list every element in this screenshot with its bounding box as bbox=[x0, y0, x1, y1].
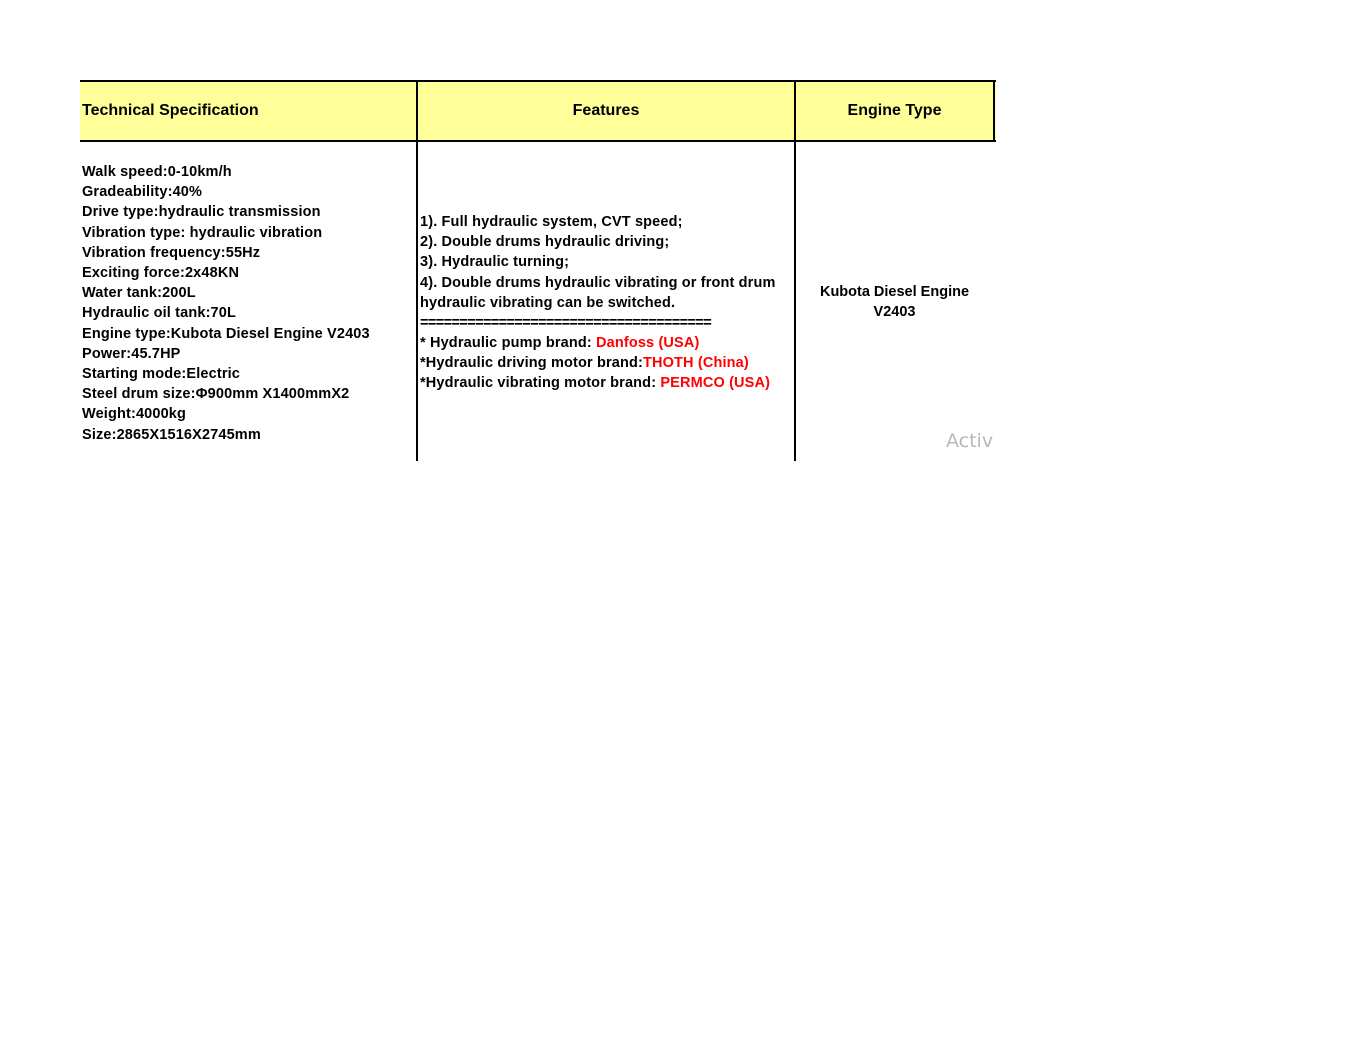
brand-value: Danfoss (USA) bbox=[596, 335, 700, 352]
feature-item: 1). Full hydraulic system, CVT speed; bbox=[420, 214, 683, 230]
feature-item: 2). Double drums hydraulic driving; bbox=[420, 234, 670, 251]
features-list bbox=[420, 212, 792, 394]
spec-item: Water tank:200L bbox=[82, 285, 196, 302]
brand-label: *Hydraulic driving motor brand: bbox=[420, 355, 643, 372]
header-engine-type: Engine Type bbox=[847, 102, 942, 119]
spec-item: Drive type:hydraulic transmission bbox=[82, 204, 321, 221]
spec-item: Vibration type: hydraulic vibration bbox=[82, 224, 323, 241]
spec-item: Steel drum size:Φ900mm X1400mmX2 bbox=[82, 386, 350, 403]
spec-item: Exciting force:2x48KN bbox=[82, 265, 240, 282]
spec-item: Weight:4000kg bbox=[82, 406, 187, 423]
engine-type-cell bbox=[796, 282, 993, 322]
brand-value: THOTH (China) bbox=[642, 355, 749, 372]
header-border bbox=[80, 140, 996, 142]
spec-item: Starting mode:Electric bbox=[82, 366, 240, 383]
activation-watermark: Activ bbox=[946, 430, 994, 452]
feature-item: 3). Hydraulic turning; bbox=[420, 254, 570, 271]
spec-item: Vibration frequency:55Hz bbox=[82, 244, 261, 261]
spec-item: Walk speed:0-10km/h bbox=[82, 164, 232, 180]
header-features: Features bbox=[572, 102, 640, 119]
feature-item: 4). Double drums hydraulic vibrating or front drum hydraulic vibrating can be switched. bbox=[420, 274, 776, 311]
engine-line-2: V2403 bbox=[873, 304, 916, 321]
spec-list bbox=[82, 162, 414, 445]
engine-line-1: Kubota Diesel Engine bbox=[819, 284, 970, 300]
spec-item: Engine type:Kubota Diesel Engine V2403 bbox=[82, 325, 370, 342]
spec-sheet bbox=[80, 80, 996, 461]
spec-item: Power:45.7HP bbox=[82, 345, 181, 362]
spec-item: Gradeability:40% bbox=[82, 184, 203, 201]
brand-label: * Hydraulic pump brand: bbox=[420, 335, 597, 352]
header-right-border bbox=[993, 80, 995, 142]
spec-item: Hydraulic oil tank:70L bbox=[82, 305, 236, 322]
feature-separator: ===================================== bbox=[420, 315, 712, 332]
brand-vibrating-motor bbox=[420, 373, 792, 393]
brand-pump bbox=[420, 333, 792, 353]
brand-value: PERMCO (USA) bbox=[660, 375, 771, 392]
brand-driving-motor bbox=[420, 353, 792, 373]
spec-item: Size:2865X1516X2745mm bbox=[82, 426, 261, 443]
header-technical-specification: Technical Specification bbox=[82, 102, 259, 119]
brand-label: *Hydraulic vibrating motor brand: bbox=[420, 375, 661, 392]
